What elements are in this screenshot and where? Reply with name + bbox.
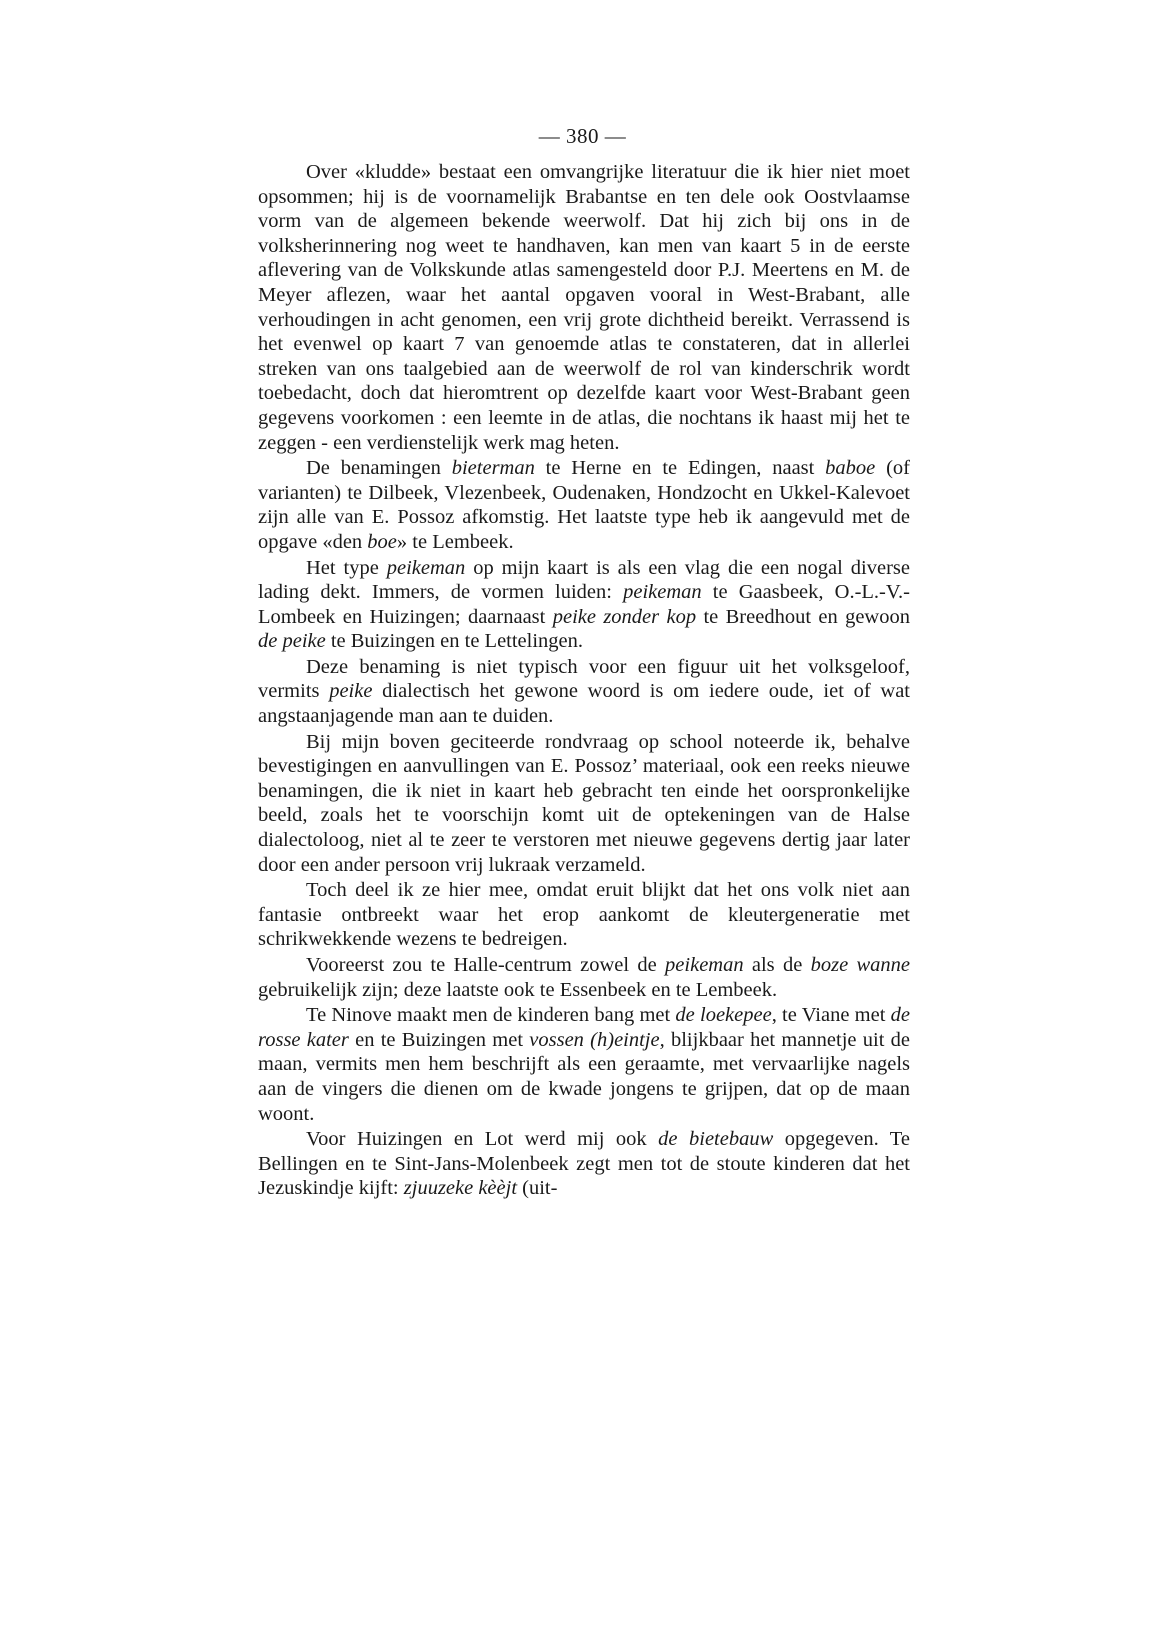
italic-term: de peike [258,630,326,653]
italic-term: de bietebauw [658,1128,774,1151]
text-run: dialectisch het gewone woord is om iedere oude, iet of wat angstaanjagende man aan te duiden. [258,680,910,728]
text-run: opgegeven. Te Bellingen en te Sint-Jans-Molenbeek zegt men tot de stoute kinderen dat het Jezuskindje kijft: [258,1128,910,1200]
text-run: Over «kludde» bestaat een omvangrijke literatuur die ik hier niet moet opsommen; hij is de voornamelijk Brabantse en ten dele ook Oostvlaamse vorm van de algemeen bekende weerwolf. Dat hij zich bij ons in de volksherinnering nog weet te handhaven, kan men van kaart 5 in de eerste aflevering van de Volkskunde atlas samengesteld door P.J. Meertens en M. de Meyer aflezen, waar het aantal opgaven vooral in West-Brabant, alle verhoudingen in acht genomen, een vrij grote dichtheid bereikt. Verrassend is het evenwel op kaart 7 van genoemde atlas te constateren, dat in allerlei streken van ons taalgebied aan de weerwolf de rol van kinderschrik wordt toebedacht, doch dat hieromtrent op dezelfde kaart voor West-Brabant geen gegevens voorkomen : een leemte in de atlas, die nochtans ik haast mij het te zeggen - een verdienstelijk werk mag heten. [258,161,910,454]
paragraph [258,1003,910,1126]
text-run: (uit- [517,1177,558,1200]
page-number: — 380 — [538,124,627,148]
text-run: De benamingen [306,457,452,480]
text-run: Toch deel ik ze hier mee, omdat eruit blijkt dat het ons volk niet aan fantasie ontbreekt waar het erop aankomt de kleutergeneratie met schrikwekkende wezens te bedreigen. [258,879,910,951]
text-run: te Herne en te Edingen, naast [534,457,826,480]
paragraph [258,456,910,554]
text-run: » te Lembeek. [396,530,514,553]
paragraph [258,878,910,952]
italic-term: baboe [825,457,876,480]
italic-term: boe [367,530,397,553]
paragraph [258,655,910,729]
text-run: Bij mijn boven geciteerde rondvraag op school noteerde ik, behalve bevestigingen en aanvullingen van E. Possoz’ materiaal, ook een reeks nieuwe benamingen, die ik niet in kaart heb gebracht ten einde het oorspronkelijke beeld, zoals het te voorschijn komt uit de optekeningen van de Halse dialectoloog, niet al te zeer te verstoren met nieuwe gegevens dertig jaar later door een ander persoon vrij lukraak verzameld. [258,730,910,876]
italic-term: peikeman [386,556,466,579]
text-run: als de [743,954,811,976]
paragraph [258,160,910,455]
paragraph [258,556,910,654]
text-run: en te Buizingen met [348,1028,530,1051]
text-run: Het type [306,556,387,579]
text-run: Te Ninove maakt men de kinderen bang met [306,1004,676,1027]
text-run: te Buizingen en te Lettelingen. [325,630,584,653]
italic-term: peike zonder kop [552,605,697,628]
text-run: op mijn kaart is als een vlag die een nogal diverse lading dekt. Immers, de vormen luiden: [258,556,910,604]
text-run: Vooreerst zou te Halle-centrum zowel de [306,954,666,976]
italic-term: peike [329,680,373,703]
italic-term: de loekepee [675,1004,772,1027]
text-run: , te Viane met [771,1004,891,1027]
text-run: (of varianten) te Dilbeek, Vlezenbeek, Oudenaken, Hondzocht en Ukkel-Kalevoet zijn alle van E. Possoz afkomstig. Het laatste type heb ik aangevuld met de opgave «den [258,457,911,553]
text-run: blijkbaar het mannetje uit de maan, vermits men hem beschrijft als een geraamte, met vervaarlijke nagels aan de vingers die dienen om de kwade jongens te grijpen, dat op de maan woont. [258,1028,910,1125]
italic-term: zjuuzeke kèèjt [403,1177,518,1200]
text-run: te Breedhout en gewoon [696,605,910,628]
italic-term: boze wanne [810,954,911,976]
body-text [258,160,910,1201]
text-run: te Gaasbeek, O.-L.-V.-Lombeek en Huizingen; daarnaast [258,581,910,628]
italic-term: de rosse kater [258,1004,910,1051]
paragraph [258,953,910,1002]
text-run: Voor Huizingen en Lot werd mij ook [306,1128,659,1151]
italic-term: peikeman [665,954,744,976]
italic-term: vossen (h)eintje, [529,1028,665,1051]
paragraph [258,730,910,878]
text-run: Deze benaming is niet typisch voor een figuur uit het volksgeloof, vermits [258,655,910,703]
paragraph [258,1127,910,1201]
italic-term: bieterman [451,457,535,480]
text-run: gebruikelijk zijn; deze laatste ook te Essenbeek en te Lembeek. [258,978,778,1001]
italic-term: peikeman [623,581,702,604]
